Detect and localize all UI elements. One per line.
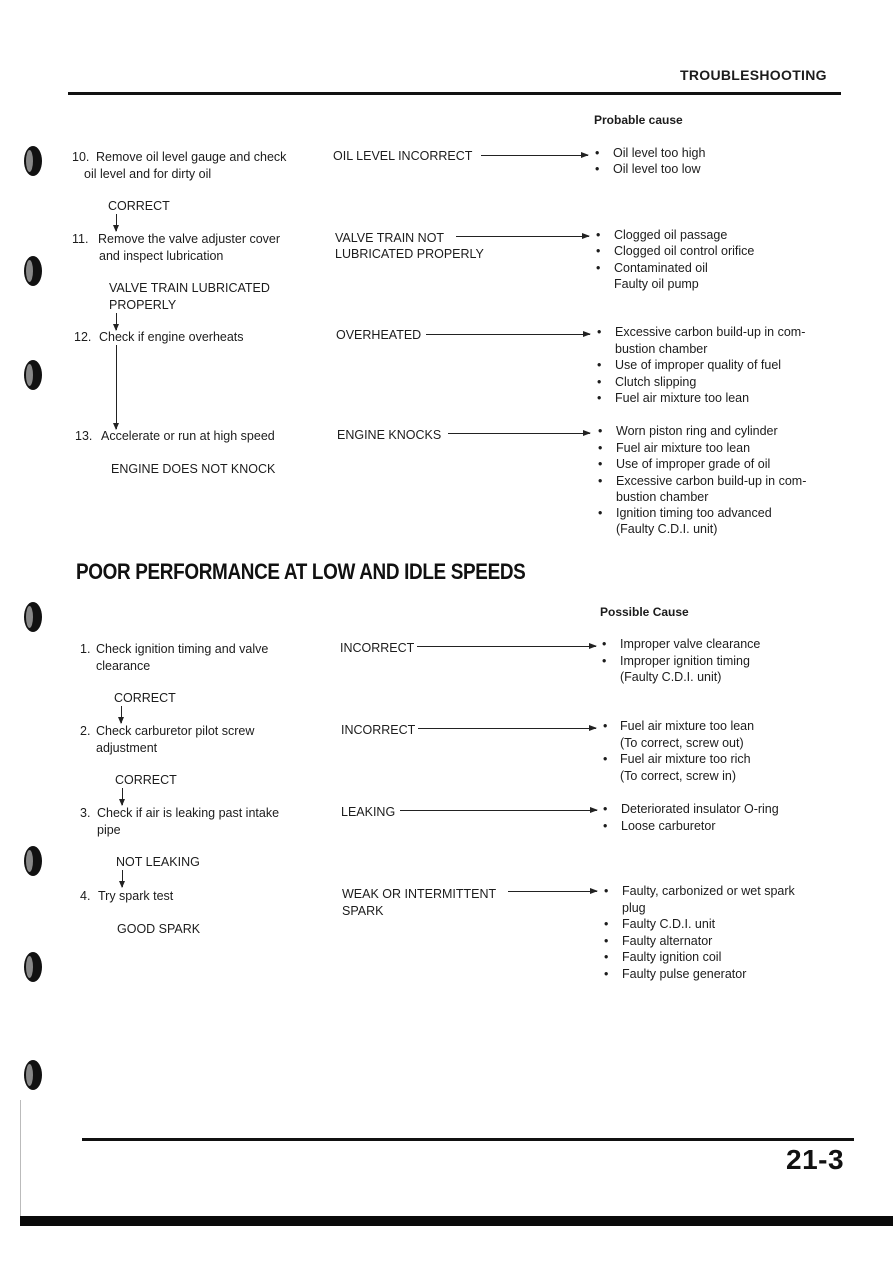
- step-4-text: Try spark test: [98, 889, 174, 903]
- binder-hole-5: [24, 846, 42, 876]
- bullet: •: [604, 950, 609, 964]
- step-13-cause-4: Excessive carbon build-up in com-: [616, 474, 807, 488]
- bullet: •: [597, 391, 602, 405]
- step-12-cause-1b: bustion chamber: [615, 342, 708, 356]
- step-3-cause-1: Deteriorated insulator O-ring: [621, 802, 779, 816]
- transition-11-text-2: PROPERLY: [109, 298, 177, 312]
- step-4-cause-3: Faulty alternator: [622, 934, 713, 948]
- flow-arrow-1-2: [121, 706, 122, 723]
- step-11-cause-2: Clogged oil control orifice: [614, 244, 755, 258]
- bullet: •: [603, 719, 608, 733]
- step-2-cause-1b: (To correct, screw out): [620, 736, 744, 750]
- step-13-cause-3: Use of improper grade of oil: [616, 457, 771, 471]
- binder-hole-4: [24, 602, 42, 632]
- step-12-arrow: [426, 334, 590, 335]
- step-2-result: INCORRECT: [341, 723, 416, 737]
- section-title: POOR PERFORMANCE AT LOW AND IDLE SPEEDS: [76, 559, 526, 584]
- page-header-title: TROUBLESHOOTING: [680, 67, 827, 83]
- bullet: •: [598, 441, 603, 455]
- step-13-result: ENGINE KNOCKS: [337, 428, 442, 442]
- transition-10-correct: CORRECT: [108, 199, 170, 213]
- step-10-text-2: oil level and for dirty oil: [84, 167, 212, 181]
- bullet: •: [598, 424, 603, 438]
- step-10-number: 10.: [72, 150, 90, 164]
- step-12-result: OVERHEATED: [336, 328, 422, 342]
- header-rule: [68, 92, 841, 95]
- step-4-number: 4.: [80, 889, 91, 903]
- bullet: •: [598, 474, 603, 488]
- step-11-number: 11.: [72, 232, 89, 246]
- bullet: •: [597, 358, 602, 372]
- binder-hole-2: [24, 256, 42, 286]
- page-number: 21-3: [786, 1144, 845, 1175]
- step-4-cause-1: Faulty, carbonized or wet spark: [622, 884, 795, 898]
- bullet: •: [596, 244, 601, 258]
- step-11-cause-4: Faulty oil pump: [614, 277, 699, 291]
- step-2-number: 2.: [80, 724, 91, 738]
- probable-cause-heading: Probable cause: [594, 113, 683, 127]
- step-11-cause-1: Clogged oil passage: [614, 228, 728, 242]
- flow-arrow-12-13: [116, 345, 117, 429]
- bullet: •: [597, 325, 602, 339]
- step-10-arrow: [481, 155, 588, 156]
- step-3-arrow: [400, 810, 597, 811]
- step-2-cause-1: Fuel air mixture too lean: [620, 719, 755, 733]
- step-10-cause-1: Oil level too high: [613, 146, 706, 160]
- bullet: •: [604, 917, 609, 931]
- step-13-cause-5b: (Faulty C.D.I. unit): [616, 522, 718, 536]
- bullet: •: [596, 261, 601, 275]
- step-12-number: 12.: [74, 330, 92, 344]
- step-4-result-2: SPARK: [342, 904, 384, 918]
- step-1-result: INCORRECT: [340, 641, 415, 655]
- bullet: •: [602, 654, 607, 668]
- step-3-result: LEAKING: [341, 805, 396, 819]
- step-10-text: Remove oil level gauge and check: [96, 150, 287, 164]
- step-3-text-2: pipe: [97, 823, 121, 837]
- bullet: •: [596, 228, 601, 242]
- step-12-cause-1: Excessive carbon build-up in com-: [615, 325, 806, 339]
- bullet: •: [604, 934, 609, 948]
- bullet: •: [603, 752, 608, 766]
- step-4-cause-1b: plug: [622, 901, 646, 915]
- flow-arrow-3-4: [122, 870, 123, 887]
- bullet: •: [603, 802, 608, 816]
- transition-11-text: VALVE TRAIN LUBRICATED: [109, 281, 270, 295]
- step-11-cause-3: Contaminated oil: [614, 261, 708, 275]
- step-12-text: Check if engine overheats: [99, 330, 244, 344]
- step-13-number: 13.: [75, 429, 93, 443]
- bullet: •: [598, 506, 603, 520]
- step-1-text-2: clearance: [96, 659, 151, 673]
- step-1-text: Check ignition timing and valve: [96, 642, 269, 656]
- flow-arrow-11-12: [116, 313, 117, 330]
- binder-hole-6: [24, 952, 42, 982]
- flow-arrow-10-11: [116, 214, 117, 231]
- step-11-text: Remove the valve adjuster cover: [98, 232, 281, 246]
- step-1-arrow: [417, 646, 596, 647]
- step-10-result: OIL LEVEL INCORRECT: [333, 149, 473, 163]
- step-13-cause-5: Ignition timing too advanced: [616, 506, 772, 520]
- step-10-cause-2: Oil level too low: [613, 162, 701, 176]
- page-edge: [20, 1100, 21, 1220]
- step-4-cause-2: Faulty C.D.I. unit: [622, 917, 716, 931]
- bullet: •: [598, 457, 603, 471]
- possible-cause-heading: Possible Cause: [600, 605, 689, 619]
- step-11-result: VALVE TRAIN NOT: [335, 231, 445, 245]
- transition-1-correct: CORRECT: [114, 691, 176, 705]
- step-12-cause-3: Clutch slipping: [615, 375, 697, 389]
- bullet: •: [595, 146, 600, 160]
- step-13-cause-4b: bustion chamber: [616, 490, 709, 504]
- bullet: •: [597, 375, 602, 389]
- transition-2-correct: CORRECT: [115, 773, 177, 787]
- step-13-cause-1: Worn piston ring and cylinder: [616, 424, 778, 438]
- step-3-number: 3.: [80, 806, 91, 820]
- binder-hole-3: [24, 360, 42, 390]
- step-12-cause-4: Fuel air mixture too lean: [615, 391, 750, 405]
- step-13-arrow: [448, 433, 590, 434]
- step-13-text: Accelerate or run at high speed: [101, 429, 275, 443]
- step-11-result-2: LUBRICATED PROPERLY: [335, 247, 484, 261]
- step-4-result: WEAK OR INTERMITTENT: [342, 887, 497, 901]
- step-1-cause-2: Improper ignition timing: [620, 654, 750, 668]
- bullet: •: [604, 967, 609, 981]
- step-2-cause-2: Fuel air mixture too rich: [620, 752, 751, 766]
- footer-rule: [82, 1138, 854, 1141]
- step-2-text: Check carburetor pilot screw: [96, 724, 255, 738]
- transition-3-text: NOT LEAKING: [116, 855, 200, 869]
- step-11-arrow: [456, 236, 589, 237]
- step-3-cause-2: Loose carburetor: [621, 819, 716, 833]
- binder-hole-1: [24, 146, 42, 176]
- step-1-cause-1: Improper valve clearance: [620, 637, 761, 651]
- step-11-text-2: and inspect lubrication: [99, 249, 224, 263]
- step-13-cause-2: Fuel air mixture too lean: [616, 441, 751, 455]
- bullet: •: [603, 819, 608, 833]
- step-3-text: Check if air is leaking past intake: [97, 806, 280, 820]
- flow-arrow-2-3: [122, 788, 123, 805]
- bullet: •: [604, 884, 609, 898]
- step-2-cause-2b: (To correct, screw in): [620, 769, 736, 783]
- transition-4-text: GOOD SPARK: [117, 922, 201, 936]
- bottom-scan-bar: [20, 1216, 893, 1226]
- bullet: •: [602, 637, 607, 651]
- step-4-cause-5: Faulty pulse generator: [622, 967, 747, 981]
- step-4-cause-4: Faulty ignition coil: [622, 950, 722, 964]
- step-2-text-2: adjustment: [96, 741, 158, 755]
- step-1-number: 1.: [80, 642, 91, 656]
- binder-hole-7: [24, 1060, 42, 1090]
- bullet: •: [595, 162, 600, 176]
- step-2-arrow: [418, 728, 596, 729]
- step-12-cause-2: Use of improper quality of fuel: [615, 358, 782, 372]
- transition-13-text: ENGINE DOES NOT KNOCK: [111, 462, 276, 476]
- step-4-arrow: [508, 891, 597, 892]
- step-1-cause-2b: (Faulty C.D.I. unit): [620, 670, 722, 684]
